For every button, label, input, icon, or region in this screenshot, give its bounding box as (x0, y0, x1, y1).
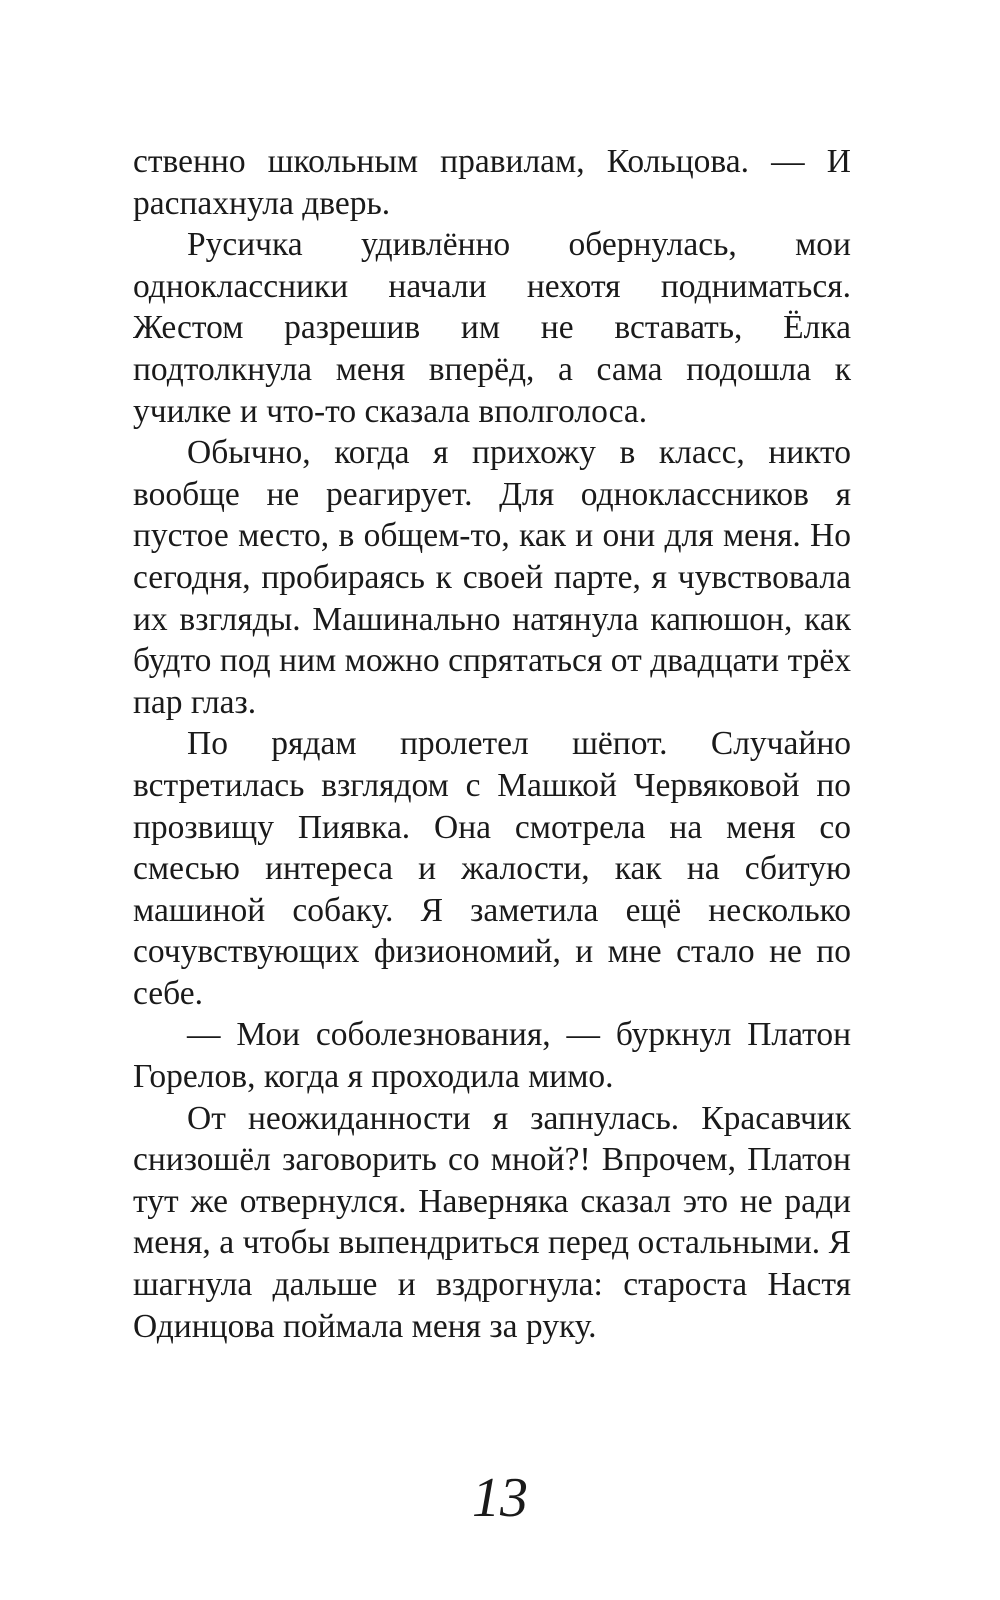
paragraph: Обычно, когда я прихожу в класс, никто вообще не реагирует. Для одноклассников я пустое место, в общем-то, как и они для меня. Но сегодня, пробираясь к своей парте, я чувствовала их взгляды. Машинально натянула капюшон, как будто под ним можно спрятаться от двадцати трёх пар глаз. (133, 434, 851, 721)
paragraph: По рядам пролетел шёпот. Случайно встретилась взглядом с Машкой Червяковой по прозвищу Пиявка. Она смотрела на меня со смесью интереса и жалости, как на сбитую машиной собаку. Я заметила ещё несколько сочувствующих физиономий, и мне стало не по себе. (133, 725, 851, 1012)
paragraph: — Мои соболезнования, — буркнул Платон Горелов, когда я проходила мимо. (133, 1016, 851, 1096)
page-number: 13 (472, 1467, 528, 1529)
page-body (133, 141, 851, 1347)
paragraph: От неожиданности я запнулась. Красавчик снизошёл заговорить со мной?! Впрочем, Платон тут же отвернулся. Наверняка сказал это не ради меня, а чтобы выпендриться перед остальными. Я шагнула дальше и вздрогнула: староста Настя Одинцова поймала меня за руку. (133, 1099, 851, 1345)
paragraph: Русичка удивлённо обернулась, мои одноклассники начали нехотя подниматься. Жестом разрешив им не вставать, Ёлка подтолкнула меня вперёд, а сама подошла к училке и что-то сказала вполголоса. (133, 226, 851, 430)
paragraph: ственно школьным правилам, Кольцова. — И распахнула дверь. (133, 143, 851, 222)
